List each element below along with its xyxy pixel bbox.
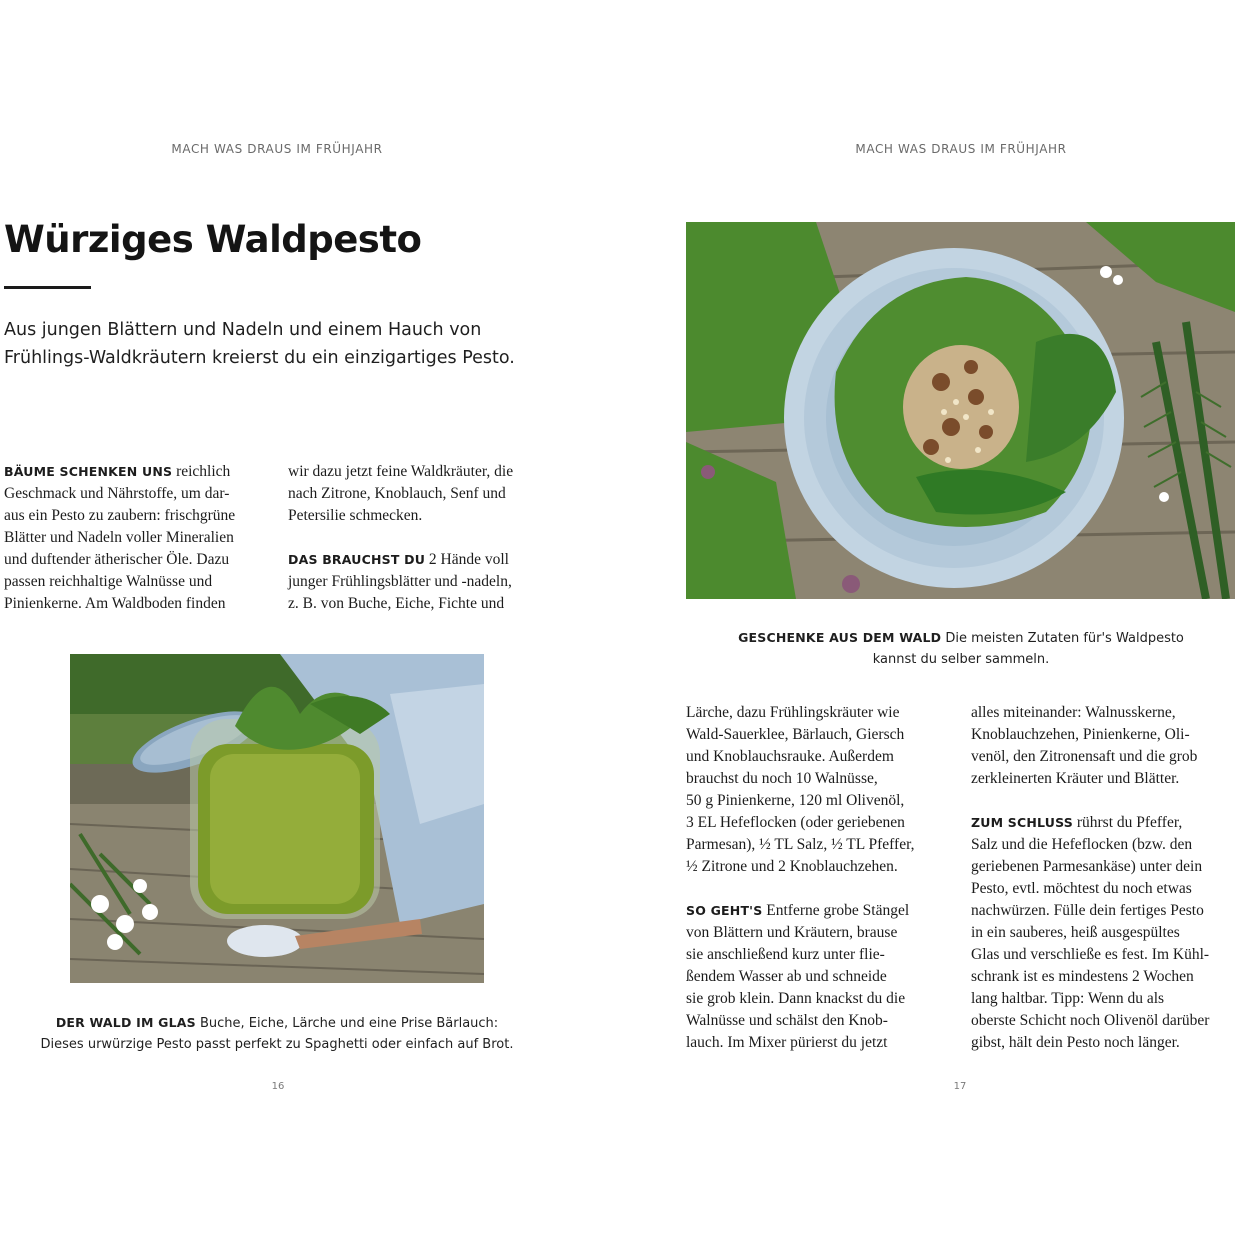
body-column-1: BÄUME SCHENKEN UNS reichlich Geschmack und Nährstoffe, um dar- aus ein Pesto zu zaubern: frischgrüne Blätter und Nadeln voller Mineralien und duftender ätherischer Öle. Dazu passen reichhaltige Walnüsse und Pinienkerne. Am Waldboden finden (4, 461, 274, 615)
body-line: lang haltbar. Tipp: Wenn du als (971, 990, 1165, 1007)
body-line: zerkleinerten Kräuter und Blätter. (971, 770, 1180, 787)
section-lead: DAS BRAUCHST DU (288, 552, 426, 567)
section-lead: SO GEHT'S (686, 903, 763, 918)
body-column-3: Lärche, dazu Frühlingskräuter wie Wald-Sauerklee, Bärlauch, Giersch und Knoblauchsrauke. Außerdem brauchst du noch 10 Walnüsse, 50 g Pinienkerne, 120 ml Olivenöl, 3 EL Hefeflocken (oder geriebenen Parmesan), ½ TL Salz, ½ TL Pfeffer, ½ Zitrone und 2 Knoblauchzehen. SO GEHT'S Entferne grobe Stängel von Blättern und Kräutern, brause sie anschließend kurz unter flie- ßendem Wasser ab und schneide sie grob klein. Dann knackst du die Walnüsse und schälst den Knob- lauch. Im Mixer pürierst du jetzt (686, 702, 956, 1054)
title-underline (4, 286, 91, 289)
body-line: Knoblauchzehen, Pinienkerne, Oli- (971, 726, 1190, 743)
body-line: sie anschließend kurz unter flie- (686, 946, 885, 963)
body-line: wir dazu jetzt feine Waldkräuter, die (288, 463, 514, 480)
running-head: MACH WAS DRAUS IM FRÜHJAHR (171, 142, 383, 156)
intro-text (4, 316, 564, 372)
body-line: Petersilie schmecken. (288, 507, 423, 524)
body-line: venöl, den Zitronensaft und die grob (971, 748, 1198, 765)
photo-caption: DER WALD IM GLAS Buche, Eiche, Lärche und eine Prise Bärlauch: Dieses urwürzige Pesto passt perfekt zu Spaghetti oder einfach auf Brot. (20, 1012, 534, 1055)
photo-caption: GESCHENKE AUS DEM WALD Die meisten Zutaten für's Waldpesto kannst du selber sammeln. (711, 627, 1211, 670)
body-line: geriebenen Parmesankäse) unter dein (971, 858, 1203, 875)
body-line: und Knoblauchsrauke. Außerdem (686, 748, 894, 765)
body-line: von Blättern und Kräutern, brause (686, 924, 898, 941)
body-line: alles miteinander: Walnusskerne, (971, 704, 1176, 721)
body-line: z. B. von Buche, Eiche, Fichte und (288, 595, 505, 612)
body-line: brauchst du noch 10 Walnüsse, (686, 770, 878, 787)
section-lead: ZUM SCHLUSS (971, 815, 1073, 830)
pesto-jar-photo (70, 654, 484, 983)
body-line: Walnüsse und schälst den Knob- (686, 1012, 888, 1029)
body-line: in ein sauberes, heiß ausgespültes (971, 924, 1180, 941)
intro-line: Aus jungen Blättern und Nadeln und einem Hauch von (4, 320, 482, 340)
body-line: nachwürzen. Fülle dein fertiges Pesto (971, 902, 1204, 919)
body-line: 50 g Pinienkerne, 120 ml Olivenöl, (686, 792, 905, 809)
body-line: und duftender ätherischer Öle. Dazu (4, 551, 230, 568)
body-line: gibst, hält dein Pesto noch länger. (971, 1034, 1180, 1051)
page-number: 17 (953, 1081, 967, 1092)
body-line: Salz und die Hefeflocken (bzw. den (971, 836, 1193, 853)
intro-line: Frühlings-Waldkräutern kreierst du ein einzigartiges Pesto. (4, 348, 515, 368)
herbs-bowl-photo (686, 222, 1235, 599)
caption-line: kannst du selber sammeln. (872, 652, 1050, 667)
body-line: 3 EL Hefeflocken (oder geriebenen (686, 814, 905, 831)
body-line: Pinienkerne. Am Waldboden finden (4, 595, 226, 612)
body-line: aus ein Pesto zu zaubern: frischgrüne (4, 507, 236, 524)
section-lead: BÄUME SCHENKEN UNS (4, 464, 173, 479)
page-number: 16 (271, 1081, 285, 1092)
body-line: Lärche, dazu Frühlingskräuter wie (686, 704, 900, 721)
caption-line: Dieses urwürzige Pesto passt perfekt zu Spaghetti oder einfach auf Brot. (40, 1037, 514, 1052)
body-line: Parmesan), ½ TL Salz, ½ TL Pfeffer, (686, 836, 915, 853)
body-line: Geschmack und Nährstoffe, um dar- (4, 485, 230, 502)
body-column-4: alles miteinander: Walnusskerne, Knoblauchzehen, Pinienkerne, Oli- venöl, den Zitronensaft und die grob zerkleinerten Kräuter und Blätter. ZUM SCHLUSS rührst du Pfeffer, Salz und die Hefeflocken (bzw. den geriebenen Parmesankäse) unter dein Pesto, evtl. möchtest du noch etwas nachwürzen. Fülle dein fertiges Pesto in ein sauberes, heiß ausgespültes Glas und verschließe es fest. Im Kühl- schrank ist es mindestens 2 Wochen lang haltbar. Tipp: Wenn du als oberste Schicht noch Olivenöl darüber gibst, hält dein Pesto noch länger. (971, 702, 1236, 1054)
body-line: junger Frühlingsblätter und -nadeln, (288, 573, 512, 590)
body-line: sie grob klein. Dann knackst du die (686, 990, 906, 1007)
caption-lead: GESCHENKE AUS DEM WALD (738, 630, 942, 645)
body-line: schrank ist es mindestens 2 Wochen (971, 968, 1194, 985)
right-page (619, 0, 1238, 1238)
body-line: Glas und verschließe es fest. Im Kühl- (971, 946, 1210, 963)
body-line: lauch. Im Mixer pürierst du jetzt (686, 1034, 888, 1051)
body-line: nach Zitrone, Knoblauch, Senf und (288, 485, 506, 502)
body-line: Blätter und Nadeln voller Mineralien (4, 529, 234, 546)
running-head: MACH WAS DRAUS IM FRÜHJAHR (855, 142, 1067, 156)
body-line: Wald-Sauerklee, Bärlauch, Giersch (686, 726, 905, 743)
recipe-title: Würziges Waldpesto (4, 218, 422, 261)
body-column-2: wir dazu jetzt feine Waldkräuter, die nach Zitrone, Knoblauch, Senf und Petersilie schmecken. DAS BRAUCHST DU 2 Hände voll junger Frühlingsblätter und -nadeln, z. B. von Buche, Eiche, Fichte und (288, 461, 568, 615)
body-line: ½ Zitrone und 2 Knoblauchzehen. (686, 858, 898, 875)
body-line: passen reichhaltige Walnüsse und (4, 573, 213, 590)
caption-lead: DER WALD IM GLAS (55, 1015, 196, 1030)
body-line: Pesto, evtl. möchtest du noch etwas (971, 880, 1192, 897)
body-line: oberste Schicht noch Olivenöl darüber (971, 1012, 1210, 1029)
body-line: ßendem Wasser ab und schneide (686, 968, 887, 985)
